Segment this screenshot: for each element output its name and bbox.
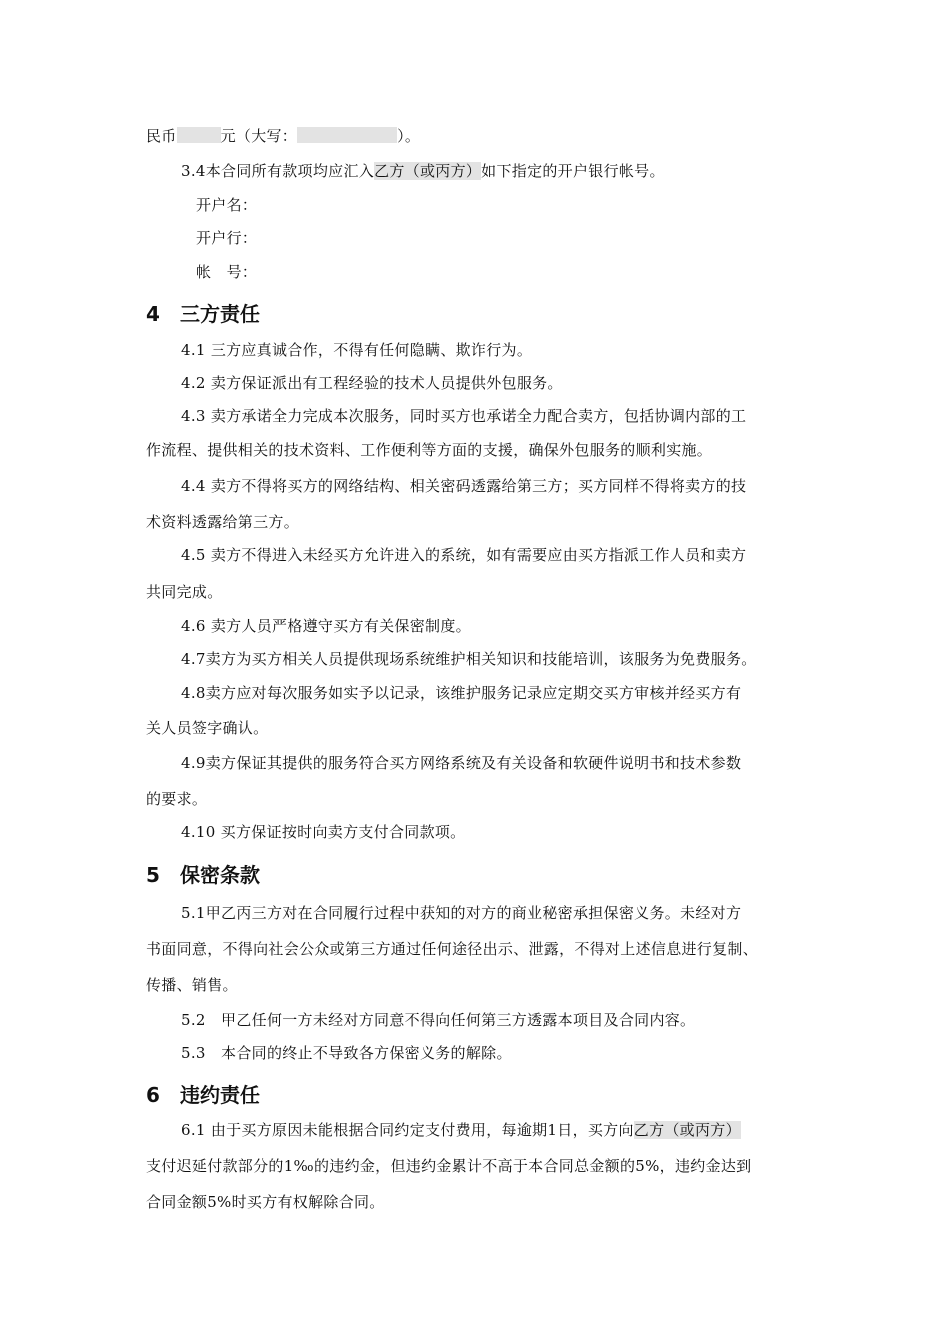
clause-4-7: 4.7卖方为买方相关人员提供现场系统维护相关知识和技能培训，该服务为免费服务。 bbox=[181, 650, 757, 668]
clause-6-1-line3: 合同金额5%时买方有权解除合同。 bbox=[146, 1193, 385, 1211]
text-segment: ）。 bbox=[397, 127, 421, 145]
amount-words-blank bbox=[297, 127, 397, 143]
text-segment: 如下指定的开户银行帐号。 bbox=[481, 162, 665, 180]
clause-3-4 bbox=[181, 161, 665, 181]
clause-4-1: 4.1 三方应真诚合作，不得有任何隐瞒、欺诈行为。 bbox=[181, 341, 533, 359]
clause-4-6: 4.6 卖方人员严格遵守买方有关保密制度。 bbox=[181, 617, 471, 635]
clause-5-1-line3: 传播、销售。 bbox=[146, 976, 238, 994]
section-heading-6 bbox=[146, 1082, 260, 1108]
clause-5-1-line2: 书面同意，不得向社会公众或第三方通过任何途径出示、泄露，不得对上述信息进行复制、 bbox=[146, 940, 759, 958]
clause-4-8-line2: 关人员签字确认。 bbox=[146, 719, 269, 737]
clause-5-3: 5.3 本合同的终止不导致各方保密义务的解除。 bbox=[181, 1044, 512, 1062]
text-segment: 6.1 由于买方原因未能根据合同约定支付费用，每逾期1日，买方向 bbox=[181, 1121, 634, 1139]
clause-5-2: 5.2 甲乙任何一方未经对方同意不得向任何第三方透露本项目及合同内容。 bbox=[181, 1011, 696, 1029]
account-bank-label: 开户行： bbox=[196, 229, 258, 247]
section-number: 4 bbox=[146, 302, 160, 326]
text-segment: 3.4本合同所有款项均应汇入 bbox=[181, 162, 375, 180]
clause-4-4-line1: 4.4 卖方不得将买方的网络结构、相关密码透露给第三方；买方同样不得将卖方的技 bbox=[181, 477, 747, 495]
clause-4-2: 4.2 卖方保证派出有工程经验的技术人员提供外包服务。 bbox=[181, 374, 563, 392]
clause-4-8-line1: 4.8卖方应对每次服务如实予以记录，该维护服务记录应定期交买方审核并经买方有 bbox=[181, 684, 742, 702]
clause-4-10: 4.10 买方保证按时向卖方支付合同款项。 bbox=[181, 823, 466, 841]
clause-4-3-line1: 4.3 卖方承诺全力完成本次服务，同时买方也承诺全力配合卖方，包括协调内部的工 bbox=[181, 407, 747, 425]
clause-6-1-line1 bbox=[181, 1120, 741, 1140]
section-heading-4 bbox=[146, 301, 260, 327]
section-title: 保密条款 bbox=[180, 863, 260, 887]
section-heading-5 bbox=[146, 862, 260, 888]
party-highlight: 乙方（或丙方） bbox=[633, 1121, 741, 1139]
account-name-label: 开户名： bbox=[196, 196, 258, 214]
clause-4-4-line2: 术资料透露给第三方。 bbox=[146, 513, 300, 531]
text-segment: 元（大写： bbox=[220, 127, 298, 145]
clause-4-5-line2: 共同完成。 bbox=[146, 583, 223, 601]
clause-6-1-line2: 支付迟延付款部分的1‰的违约金，但违约金累计不高于本合同总金额的5%，违约金达到 bbox=[146, 1157, 752, 1175]
payment-amount-line bbox=[146, 126, 420, 146]
clause-4-9-line2: 的要求。 bbox=[146, 790, 208, 808]
account-number-label: 帐 号： bbox=[196, 263, 258, 281]
text-segment: 民币 bbox=[146, 127, 177, 145]
clause-5-1-line1: 5.1甲乙丙三方对在合同履行过程中获知的对方的商业秘密承担保密义务。未经对方 bbox=[181, 904, 742, 922]
clause-4-5-line1: 4.5 卖方不得进入未经买方允许进入的系统，如有需要应由买方指派工作人员和卖方 bbox=[181, 546, 747, 564]
amount-blank bbox=[177, 127, 221, 143]
clause-4-9-line1: 4.9卖方保证其提供的服务符合买方网络系统及有关设备和软硬件说明书和技术参数 bbox=[181, 754, 742, 772]
section-title: 三方责任 bbox=[180, 302, 260, 326]
section-number: 5 bbox=[146, 863, 160, 887]
party-highlight: 乙方（或丙方） bbox=[374, 162, 482, 180]
section-number: 6 bbox=[146, 1083, 160, 1107]
clause-4-3-line2: 作流程、提供相关的技术资料、工作便利等方面的支援，确保外包服务的顺利实施。 bbox=[146, 441, 713, 459]
section-title: 违约责任 bbox=[180, 1083, 260, 1107]
